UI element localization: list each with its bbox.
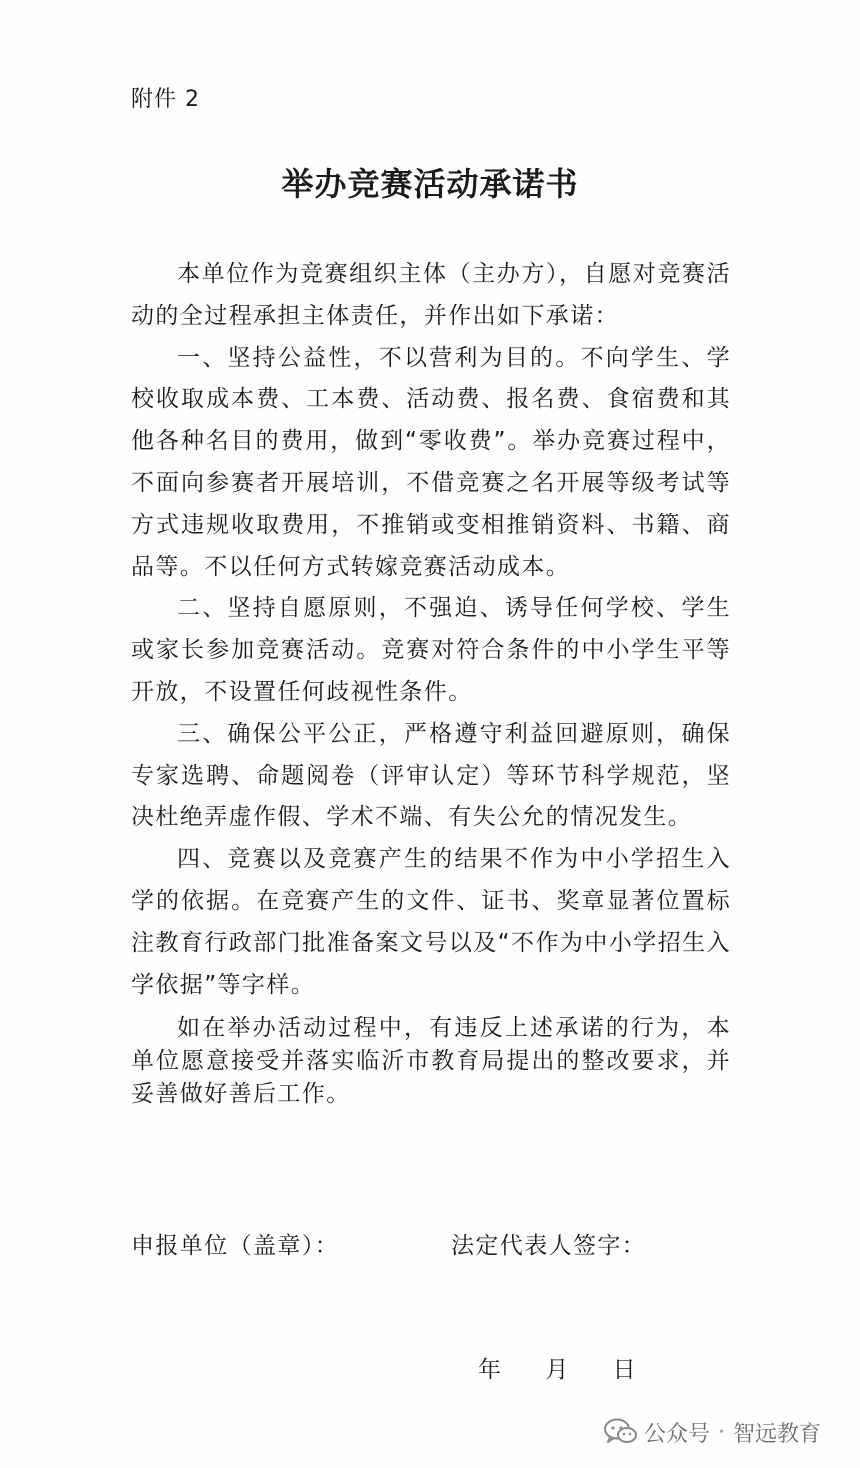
watermark-separator: · (718, 1419, 726, 1445)
paragraph-commitment-2: 二、坚持自愿原则，不强迫、诱导任何学校、学生或家长参加竞赛活动。竞赛对符合条件的中小学生平等开放，不设置任何歧视性条件。 (131, 595, 731, 705)
representative-signature-label: 法定代表人签字： (451, 1233, 647, 1259)
date-year: 年 (478, 1357, 501, 1383)
watermark-platform: 公众号 (644, 1421, 711, 1447)
wechat-icon (604, 1418, 638, 1446)
date-day: 日 (612, 1357, 636, 1383)
unit-seal-label: 申报单位（盖章）： (131, 1233, 340, 1259)
watermark-account: 智远教育 (733, 1421, 822, 1447)
paragraph-commitment-4: 四、竞赛以及竞赛产生的结果不作为中小学招生入学的依据。在竞赛产生的文件、证书、奖章显著位置标注教育行政部门批准备案文号以及“不作为中小学招生入学依据”等字样。 (131, 846, 731, 998)
document-title: 举办竞赛活动承诺书 (281, 165, 579, 203)
date-month: 月 (545, 1357, 569, 1383)
paragraph-commitment-1: 一、坚持公益性，不以营利为目的。不向学生、学校收取成本费、工本费、活动费、报名费、食宿费和其他各种名目的费用，做到“零收费”。举办竞赛过程中，不面向参赛者开展培训，不借竞赛之名开展等级考试等方式违规收取费用，不推销或变相推销资料、书籍、商品等。不以任何方式转嫁竞赛活动成本。 (131, 344, 731, 580)
attachment-label: 附件 2 (131, 87, 200, 112)
paragraph-commitment-3: 三、确保公平公正，严格遵守利益回避原则，确保专家选聘、命题阅卷（评审认定）等环节科学规范，坚决杜绝弄虚作假、学术不端、有失公允的情况发生。 (131, 720, 731, 831)
date-row (478, 1352, 673, 1388)
paragraph-intro: 本单位作为竞赛组织主体（主办方），自愿对竞赛活动的全过程承担主体责任，并作出如下承诺： (131, 261, 731, 329)
document-body (131, 254, 731, 1111)
paragraph-closing: 如在举办活动过程中，有违反上述承诺的行为，本单位愿意接受并落实临沂市教育局提出的整改要求，并妥善做好善后工作。 (131, 1015, 731, 1108)
watermark (604, 1412, 821, 1452)
